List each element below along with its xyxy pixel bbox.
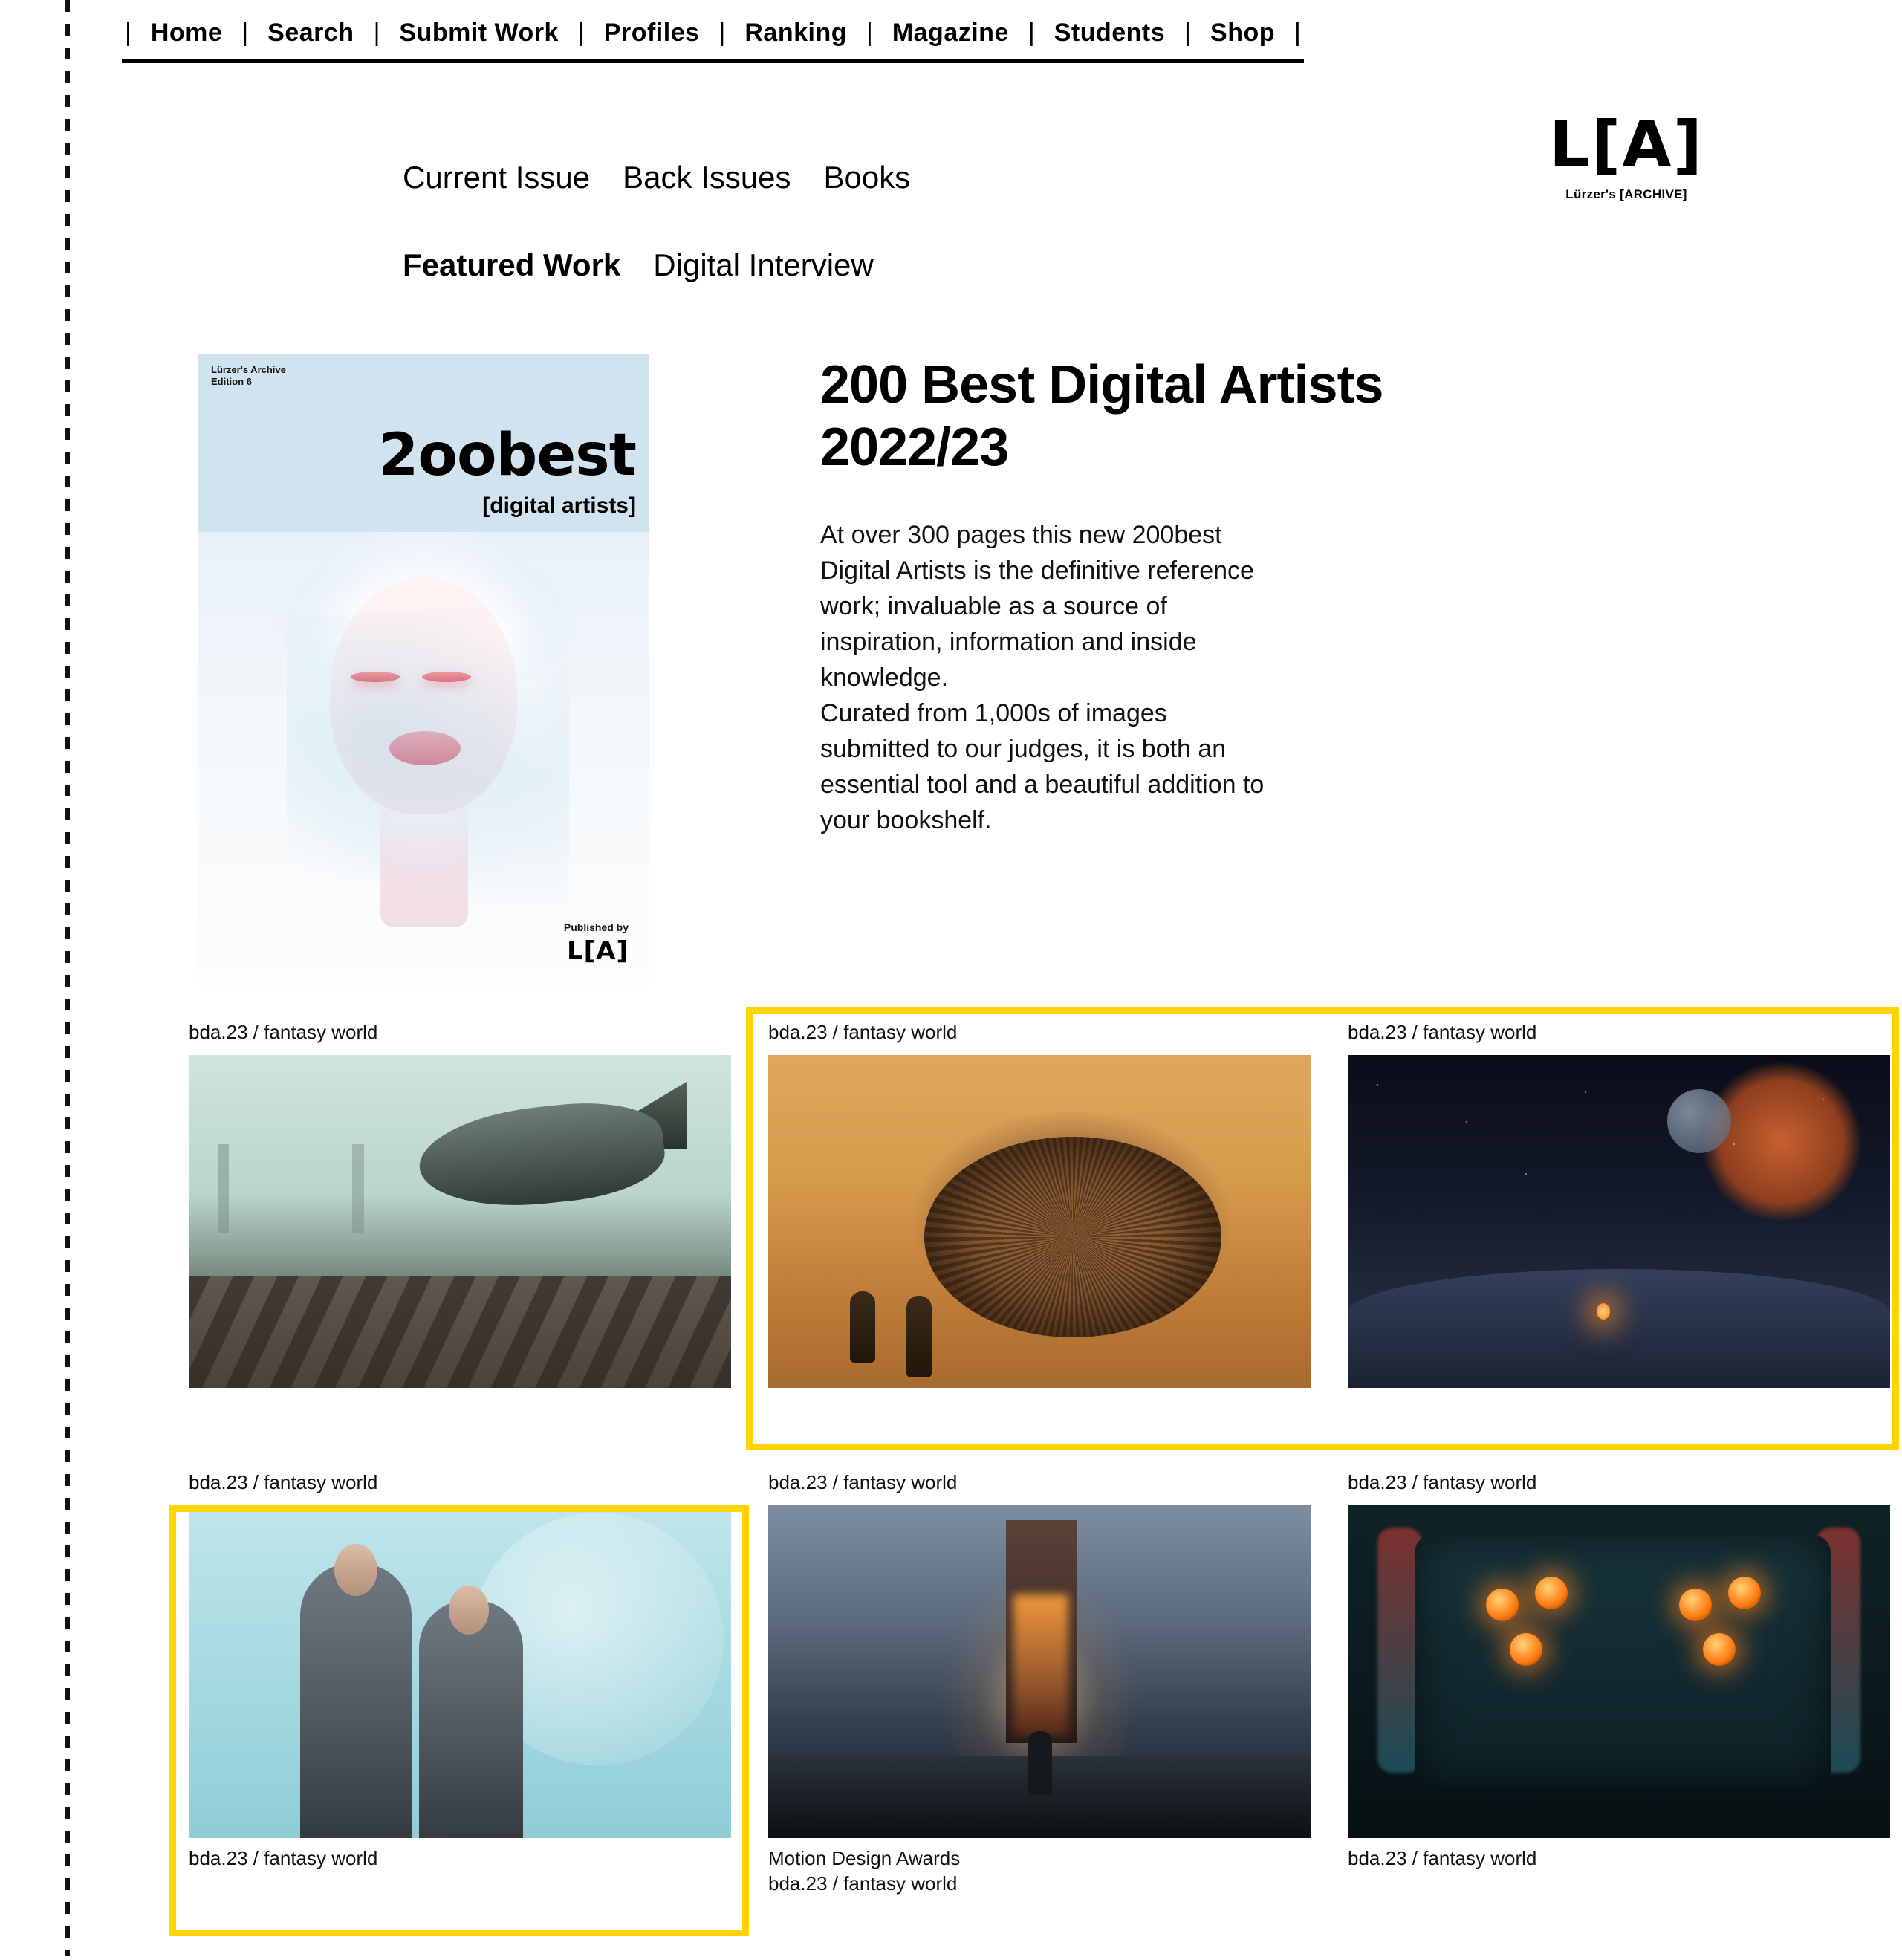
thumb-sand-vortex xyxy=(924,1137,1221,1337)
work-caption: bda.23 / fantasy world xyxy=(1348,1021,1537,1043)
book-cover-title: 2oobest xyxy=(378,422,636,489)
work-card-2[interactable] xyxy=(768,1019,1311,1388)
thumb-figure xyxy=(1028,1731,1052,1795)
nav-item-profiles[interactable]: Profiles xyxy=(603,19,700,47)
thumb-figure-head xyxy=(449,1586,489,1635)
nav-separator: | xyxy=(125,19,132,47)
page-content xyxy=(70,0,1902,1956)
work-caption-below: bda.23 / fantasy world xyxy=(189,1847,378,1869)
subnav-item-digital-interview[interactable]: Digital Interview xyxy=(653,247,874,282)
thumb-mech-light xyxy=(1535,1577,1568,1609)
work-thumbnail-two-warriors[interactable] xyxy=(189,1505,731,1838)
work-award-title: Motion Design Awards xyxy=(768,1847,961,1869)
artwork-wisps xyxy=(287,614,569,911)
featured-work-grid xyxy=(189,1019,1890,1960)
work-thumbnail-airship[interactable] xyxy=(189,1055,731,1388)
work-card-3[interactable] xyxy=(1348,1019,1890,1388)
nav-separator: | xyxy=(1028,19,1035,47)
thumb-mech-panel xyxy=(1415,1535,1831,1788)
nav-separator: | xyxy=(1294,19,1301,47)
magazine-subnav[interactable] xyxy=(403,160,910,195)
work-caption: bda.23 / fantasy world xyxy=(768,1471,958,1493)
nav-item-search[interactable]: Search xyxy=(267,19,354,47)
grid-row-2 xyxy=(189,1470,1890,1960)
logo-wordmark: Lürzer's [ARCHIVE] xyxy=(1565,187,1687,201)
thumb-figure xyxy=(906,1296,932,1377)
subnav-item-back-issues[interactable]: Back Issues xyxy=(623,160,791,195)
nav-item-ranking[interactable]: Ranking xyxy=(744,19,847,47)
book-cover-header-band xyxy=(198,354,649,532)
nav-separator: | xyxy=(373,19,380,47)
thumb-monolith-glow xyxy=(1013,1594,1068,1736)
nav-item-magazine[interactable]: Magazine xyxy=(892,19,1009,47)
subnav-item-current-issue[interactable]: Current Issue xyxy=(403,160,591,195)
thumb-moon xyxy=(1667,1089,1731,1153)
hero-paragraph-1: At over 300 pages this new 200best Digital Artists is the definitive reference work; invaluable as a source of inspiration, information and inside knowledge. xyxy=(820,521,1254,692)
book-publisher-line: Lürzer's Archive xyxy=(211,364,286,375)
work-caption: bda.23 / fantasy world xyxy=(189,1021,378,1043)
grid-row-1 xyxy=(189,1019,1890,1465)
thumb-campfire xyxy=(1597,1303,1610,1320)
main-navigation[interactable] xyxy=(122,10,1304,63)
published-by-label: Published by xyxy=(563,921,629,933)
work-caption-below: bda.23 / fantasy world xyxy=(768,1872,958,1895)
work-thumbnail-monolith[interactable] xyxy=(768,1505,1311,1838)
book-edition-line: Edition 6 xyxy=(211,376,252,387)
work-caption: bda.23 / fantasy world xyxy=(768,1021,958,1043)
work-caption: bda.23 / fantasy world xyxy=(1348,1471,1537,1493)
hero-paragraph-2: Curated from 1,000s of images submitted to our judges, it is both an essential tool and a beautiful addition to your bookshelf. xyxy=(820,699,1265,834)
work-card-4[interactable] xyxy=(189,1470,731,1871)
subnav-item-books[interactable]: Books xyxy=(823,160,911,195)
site-logo[interactable] xyxy=(1526,108,1727,202)
nav-separator: | xyxy=(577,19,585,47)
nav-item-shop[interactable]: Shop xyxy=(1210,19,1275,47)
book-publisher-mark xyxy=(564,921,629,966)
thumb-mech-light xyxy=(1679,1589,1712,1621)
nav-separator: | xyxy=(1184,19,1192,47)
work-card-6[interactable] xyxy=(1348,1470,1890,1871)
thumb-dunes xyxy=(1348,1269,1890,1388)
hero-text-block xyxy=(820,354,1563,838)
thumb-figure xyxy=(850,1291,875,1363)
work-card-5[interactable] xyxy=(768,1470,1311,1907)
thumb-mech-light xyxy=(1703,1633,1736,1666)
nav-separator: | xyxy=(241,19,249,47)
published-by-logo: L[A] xyxy=(566,936,629,966)
nav-item-students[interactable]: Students xyxy=(1054,19,1166,47)
book-cover-artwork xyxy=(198,532,649,987)
thumb-mech-light xyxy=(1510,1633,1542,1666)
logo-mark: L[A] xyxy=(1549,108,1704,182)
work-subnav[interactable] xyxy=(403,247,874,283)
thumb-figure xyxy=(419,1600,523,1838)
thumb-figure-head xyxy=(334,1544,377,1596)
nav-item-submit-work[interactable]: Submit Work xyxy=(399,19,559,47)
work-thumbnail-mech[interactable] xyxy=(1348,1505,1890,1838)
subnav-item-featured-work[interactable]: Featured Work xyxy=(403,247,621,282)
book-cover-subtitle: [digital artists] xyxy=(482,493,636,518)
nav-separator: | xyxy=(718,19,726,47)
thumb-mech-light xyxy=(1486,1589,1519,1621)
work-thumbnail-planetrise[interactable] xyxy=(1348,1055,1890,1388)
work-thumbnail-desert-vortex[interactable] xyxy=(768,1055,1311,1388)
book-cover-image[interactable] xyxy=(198,354,649,987)
thumb-mech-light xyxy=(1728,1577,1761,1609)
page-title: 200 Best Digital Artists 2022/23 xyxy=(820,355,1383,477)
nav-item-home[interactable]: Home xyxy=(150,19,223,47)
work-caption: bda.23 / fantasy world xyxy=(189,1471,378,1493)
thumb-figure xyxy=(300,1563,412,1838)
book-edition-label xyxy=(211,364,286,388)
nav-separator: | xyxy=(866,19,873,47)
thumb-rooftops xyxy=(189,1276,731,1388)
work-card-1[interactable] xyxy=(189,1019,731,1388)
work-caption-below: bda.23 / fantasy world xyxy=(1348,1847,1537,1869)
hero-description xyxy=(820,517,1281,838)
